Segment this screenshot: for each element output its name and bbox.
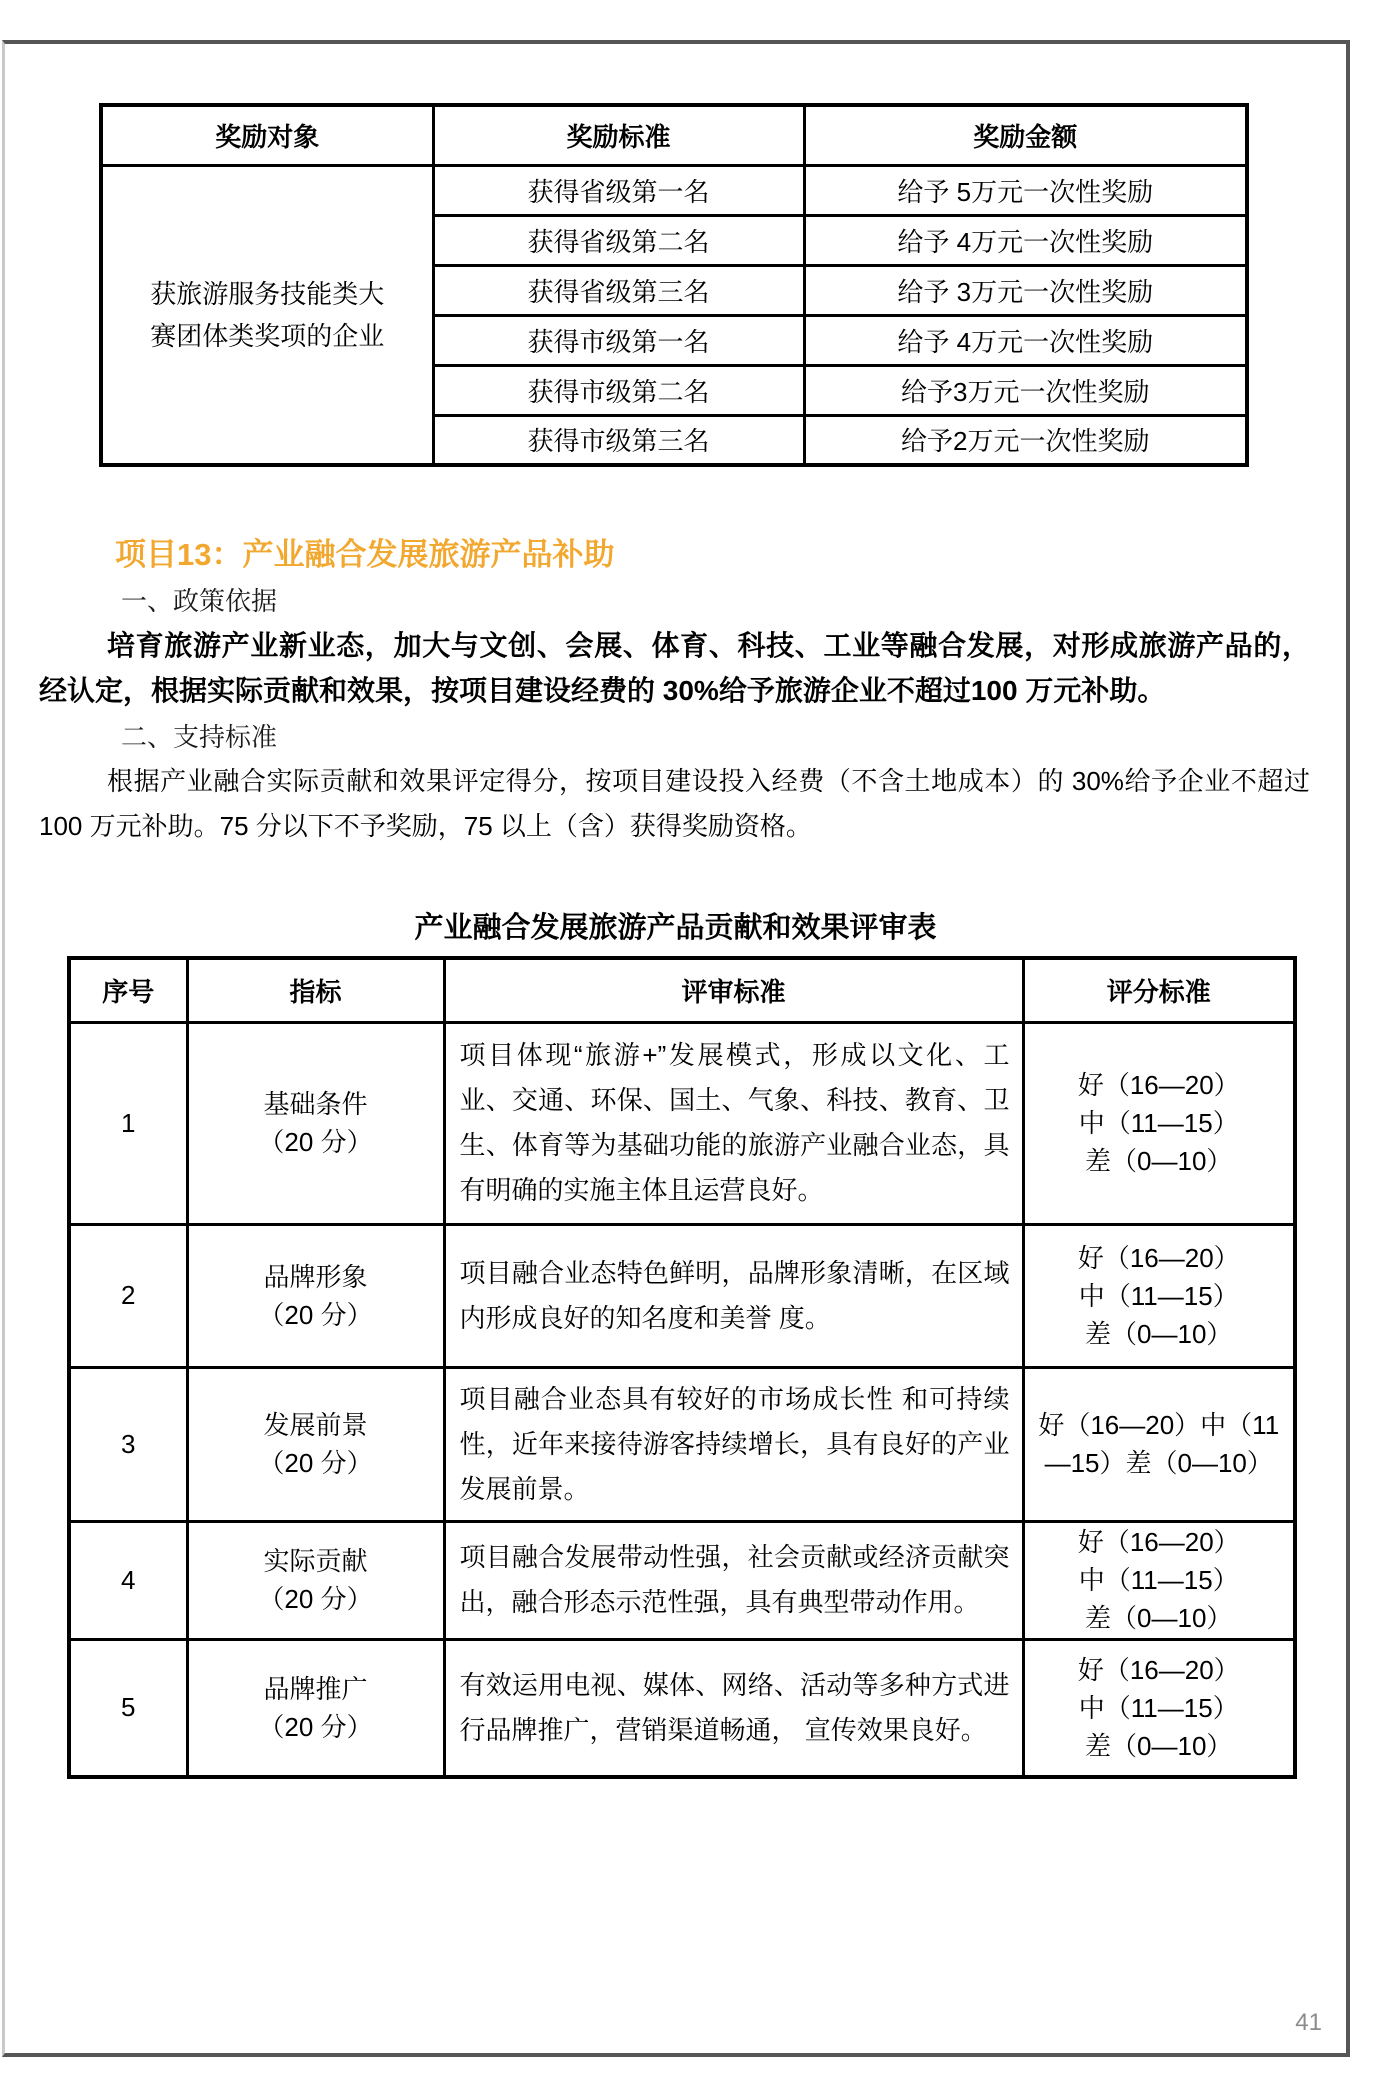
reward-table-header-row: [101, 105, 1247, 165]
indicator-score: （20 分）: [258, 1299, 373, 1330]
score-line: 中（11—15）: [1078, 1692, 1239, 1723]
reward-amount-cell: 给予 3万元一次性奖励: [804, 265, 1247, 315]
review-table-title: 产业融合发展旅游产品贡献和效果评审表: [414, 912, 937, 944]
indicator-cell: [187, 1224, 444, 1367]
score-line: 好（16—20）: [1077, 1527, 1240, 1557]
reward-standard-cell: 获得省级第二名: [433, 215, 804, 265]
reward-standard-cell: 获得省级第一名: [433, 165, 804, 215]
indicator-name: 基础条件: [263, 1089, 368, 1119]
score-cell: [1023, 1224, 1295, 1367]
row-number: 3: [69, 1367, 187, 1521]
table-row: [69, 1367, 1295, 1521]
criteria-cell: 项目融合业态特色鲜明，品牌形象清晰，在区域内形成良好的知名度和美誉 度。: [444, 1224, 1023, 1367]
policy-basis-label: 一、政策依据: [121, 586, 278, 616]
score-cell: [1023, 1521, 1295, 1639]
reward-table-header-standard: 奖励标准: [433, 105, 804, 165]
reward-amount-cell: 给予 4万元一次性奖励: [804, 215, 1247, 265]
row-number: 2: [69, 1224, 187, 1367]
row-number: 4: [69, 1521, 187, 1639]
indicator-cell: [187, 1639, 444, 1777]
indicator-cell: [187, 1521, 444, 1639]
review-header-no: 序号: [69, 958, 187, 1022]
reward-standard-cell: 获得市级第二名: [433, 365, 804, 415]
reward-standard-cell: 获得市级第三名: [433, 415, 804, 465]
indicator-name: 品牌形象: [263, 1261, 368, 1292]
score-line: 差（0—10）: [1085, 1730, 1233, 1761]
score-cell: [1023, 1639, 1295, 1777]
indicator-name: 发展前景: [263, 1410, 368, 1440]
score-line: 好（16—20）: [1077, 1070, 1240, 1100]
indicator-score: （20 分）: [258, 1448, 373, 1478]
reward-table: [99, 103, 1249, 467]
reward-amount-cell: 给予2万元一次性奖励: [804, 415, 1247, 465]
reward-standard-cell: 获得省级第三名: [433, 265, 804, 315]
score-line: 中（11—15）: [1078, 1280, 1239, 1311]
review-table-header-row: [69, 958, 1295, 1022]
table-row: [101, 165, 1247, 215]
row-number: 1: [69, 1022, 187, 1224]
indicator-score: （20 分）: [258, 1584, 373, 1614]
reward-amount-cell: 给予 4万元一次性奖励: [804, 315, 1247, 365]
reward-table-header-target: 奖励对象: [101, 105, 433, 165]
score-line: 差（0—10）: [1085, 1603, 1233, 1633]
review-header-score: 评分标准: [1023, 958, 1295, 1022]
reward-standard-cell: 获得市级第一名: [433, 315, 804, 365]
reward-amount-cell: 给予 5万元一次性奖励: [804, 165, 1247, 215]
score-line: 好（16—20）: [1077, 1654, 1240, 1685]
reward-table-header-amount: 奖励金额: [804, 105, 1247, 165]
page-number: 41: [1295, 2009, 1322, 2036]
criteria-cell: 项目融合业态具有较好的市场成长性 和可持续性，近年来接待游客持续增长，具有良好的产业发展前景。: [444, 1367, 1023, 1521]
indicator-cell: [187, 1367, 444, 1521]
support-standard-paragraph: 根据产业融合实际贡献和效果评定得分，按项目建设投入经费（不含土地成本）的 30%给予企业不超过 100 万元补助。75 分以下不予奖励，75 以上（含）获得奖励资格。: [39, 766, 1310, 841]
indicator-score: （20 分）: [258, 1711, 373, 1742]
reward-amount-cell: 给予3万元一次性奖励: [804, 365, 1247, 415]
score-line: 中（11—15）: [1078, 1565, 1239, 1595]
criteria-cell: 项目融合发展带动性强，社会贡献或经济贡献突出，融合形态示范性强，具有典型带动作用。: [444, 1521, 1023, 1639]
document-page: [2, 40, 1350, 2057]
score-cell: [1023, 1022, 1295, 1224]
criteria-cell: 有效运用电视、媒体、网络、活动等多种方式进行品牌推广，营销渠道畅通， 宣传效果良好。: [444, 1639, 1023, 1777]
indicator-score: （20 分）: [258, 1127, 373, 1157]
indicator-name: 品牌推广: [263, 1673, 368, 1704]
score-line: 差（0—10）: [1085, 1318, 1233, 1349]
review-header-indicator: 指标: [187, 958, 444, 1022]
reward-target-cell: [101, 165, 433, 465]
section-heading: 项目13：产业融合发展旅游产品补助: [115, 537, 615, 572]
row-number: 5: [69, 1639, 187, 1777]
criteria-cell: 项目体现“旅游+”发展模式，形成以文化、工业、交通、环保、国土、气象、科技、教育、卫生、体育等为基础功能的旅游产业融合业态，具有明确的实施主体且运营良好。: [444, 1022, 1023, 1224]
review-header-criteria: 评审标准: [444, 958, 1023, 1022]
review-table: [67, 956, 1297, 1779]
table-row: [69, 1022, 1295, 1224]
policy-basis-paragraph: 培育旅游产业新业态，加大与文创、会展、体育、科技、工业等融合发展，对形成旅游产品的，经认定，根据实际贡献和效果，按项目建设经费的 30%给予旅游企业不超过100 万元补助。: [39, 630, 1310, 706]
indicator-name: 实际贡献: [263, 1546, 368, 1576]
table-row: [69, 1521, 1295, 1639]
indicator-cell: [187, 1022, 444, 1224]
table-row: [69, 1639, 1295, 1777]
score-text: 好（16—20）中（11—15）差（0—10）: [1038, 1410, 1280, 1478]
reward-target-text: 获旅游服务技能类大赛团体类奖项的企业: [150, 278, 385, 351]
score-line: 差（0—10）: [1085, 1146, 1233, 1176]
score-line: 中（11—15）: [1078, 1108, 1239, 1138]
table-row: [69, 1224, 1295, 1367]
score-cell: [1023, 1367, 1295, 1521]
score-line: 好（16—20）: [1077, 1242, 1240, 1273]
support-standard-label: 二、支持标准: [121, 722, 278, 752]
